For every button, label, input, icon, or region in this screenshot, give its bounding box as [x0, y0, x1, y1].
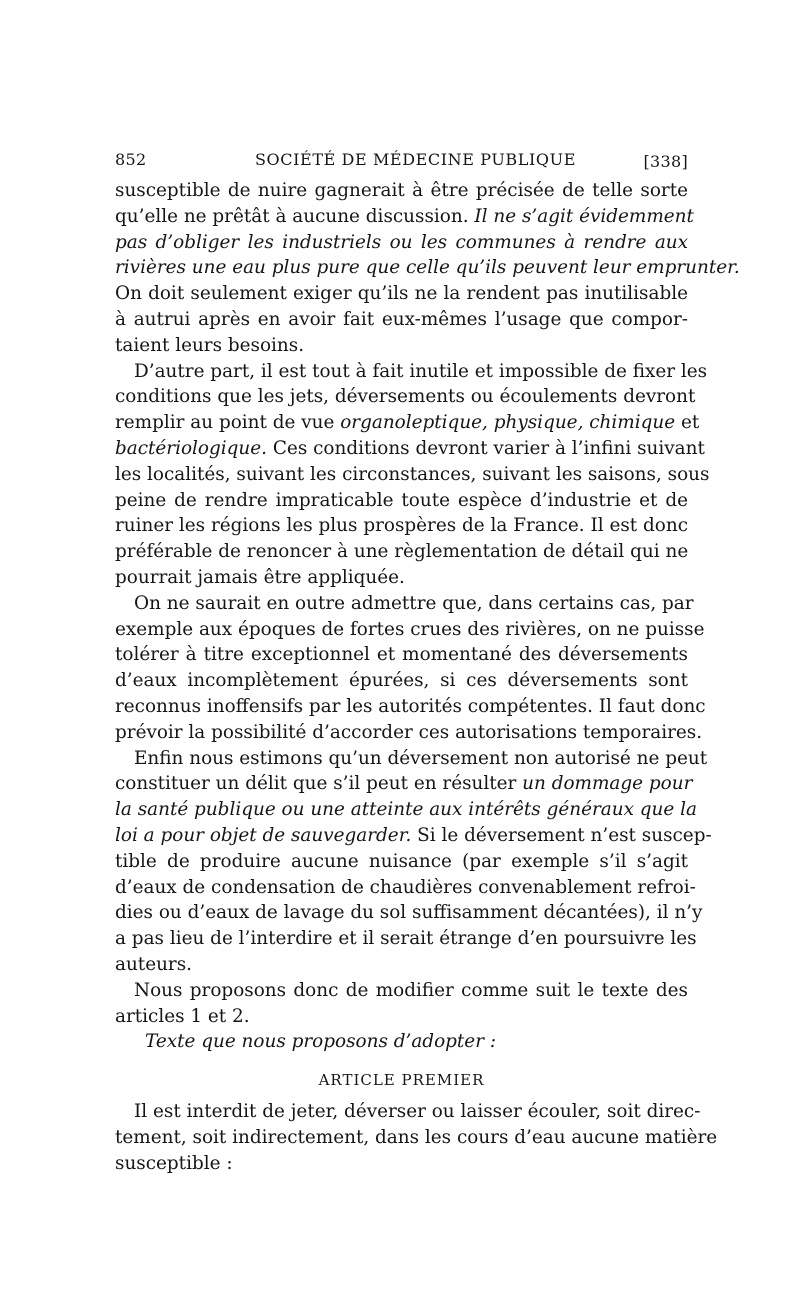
text-line: les localités, suivant les circonstances, suivant les saisons, sous	[115, 463, 710, 485]
text-line: dies ou d’eaux de lavage du sol suffisamment décantées), il n’y	[115, 902, 703, 924]
text-line	[115, 797, 697, 823]
text-line: Enfin nous estimons qu’un déversement non autorisé ne peut	[134, 747, 708, 769]
running-header	[115, 150, 688, 178]
text-line: auteurs.	[115, 953, 193, 975]
text-line: On ne saurait en outre admettre que, dans certains cas, par	[134, 592, 694, 614]
text-line: articles 1 et 2.	[115, 1005, 250, 1027]
text-line: pourrait jamais être appliquée.	[115, 566, 405, 588]
proposed-text-label: Texte que nous proposons d’adopter :	[145, 1031, 497, 1053]
text-line: prévoir la possibilité d’accorder ces autorisations temporaires.	[115, 721, 703, 743]
text-line: loi a pour objet de sauvegarder. Si le déversement n’est suscep-	[115, 824, 712, 846]
text-line: On doit seulement exiger qu’ils ne la rendent pas inutilisable	[115, 283, 688, 305]
text-line: susceptible :	[115, 1152, 233, 1174]
text-line: qu’elle ne prêtât à aucune discussion. Il ne s’agit évidemment	[115, 205, 694, 227]
paragraph-5	[115, 978, 688, 1030]
article-heading: ARTICLE PREMIER	[318, 1071, 485, 1090]
bracket-page-number: [338]	[643, 152, 688, 171]
paragraph-4	[115, 746, 712, 978]
text-line: conditions que les jets, déversements ou écoulements devront	[115, 386, 696, 408]
text-line: tolérer à titre exceptionnel et momentané des déversements	[115, 644, 688, 666]
text-line	[115, 255, 740, 281]
text-line: D’autre part, il est tout à fait inutile et impossible de fixer les	[134, 360, 708, 382]
text-line: reconnus inoffensifs par les autorités compétentes. Il faut donc	[115, 695, 706, 717]
emphasis: loi a pour objet de sauvegarder.	[115, 824, 412, 846]
page-number: 852	[115, 150, 147, 169]
text-line: bactériologique. Ces conditions devront varier à l’infini suivant	[115, 437, 705, 459]
text-line: tible de produire aucune nuisance (par exemple s’il s’agit	[115, 850, 688, 872]
text-line: d’eaux de condensation de chaudières convenablement refroi-	[115, 876, 696, 898]
paragraph-1	[115, 178, 740, 359]
text-line: Il est interdit de jeter, déverser ou laisser écouler, soit direc-	[134, 1101, 701, 1123]
emphasis: Il ne s’agit évidemment	[474, 205, 694, 227]
text-line	[115, 230, 688, 256]
emphasis: un dommage pour	[522, 773, 693, 795]
text-line: à autrui après en avoir fait eux-mêmes l’usage que compor-	[115, 308, 688, 330]
text-line: remplir au point de vue organoleptique, physique, chimique et	[115, 412, 700, 434]
text-line: constituer un délit que s’il peut en résulter un dommage pour	[115, 773, 693, 795]
text-line: susceptible de nuire gagnerait à être précisée de telle sorte	[115, 180, 688, 201]
text-line: tement, soit indirectement, dans les cours d’eau aucune matière	[115, 1126, 718, 1148]
text-line: exemple aux époques de fortes crues des rivières, on ne puisse	[115, 618, 705, 640]
book-page	[115, 150, 740, 1176]
text-line: ruiner les régions les plus prospères de la France. Il est donc	[115, 515, 688, 537]
emphasis: pas d’obliger les industriels ou les communes à rendre aux	[115, 231, 688, 253]
text-line: taient leurs besoins.	[115, 334, 305, 356]
article-paragraph	[115, 1099, 718, 1176]
text-line: peine de rendre impraticable toute espèce d’industrie et de	[115, 489, 688, 511]
emphasis: organoleptique, physique, chimique	[340, 412, 676, 434]
text-line: Nous proposons donc de modifier comme suit le texte des	[134, 979, 688, 1001]
body-text	[115, 178, 740, 1176]
text-line: a pas lieu de l’interdire et il serait étrange d’en poursuivre les	[115, 928, 697, 950]
emphasis: rivières une eau plus pure que celle qu’ils peuvent leur emprunter.	[115, 257, 740, 279]
emphasis: la santé publique ou une atteinte aux intérêts généraux que la	[115, 799, 697, 821]
paragraph-2	[115, 359, 710, 591]
text-line: préférable de renoncer à une règlementation de détail qui ne	[115, 541, 689, 563]
running-title: SOCIÉTÉ DE MÉDECINE PUBLIQUE	[255, 150, 577, 169]
paragraph-3	[115, 591, 706, 746]
text-line: d’eaux incomplètement épurées, si ces déversements sont	[115, 670, 688, 692]
emphasis: bactériologique.	[115, 437, 268, 459]
